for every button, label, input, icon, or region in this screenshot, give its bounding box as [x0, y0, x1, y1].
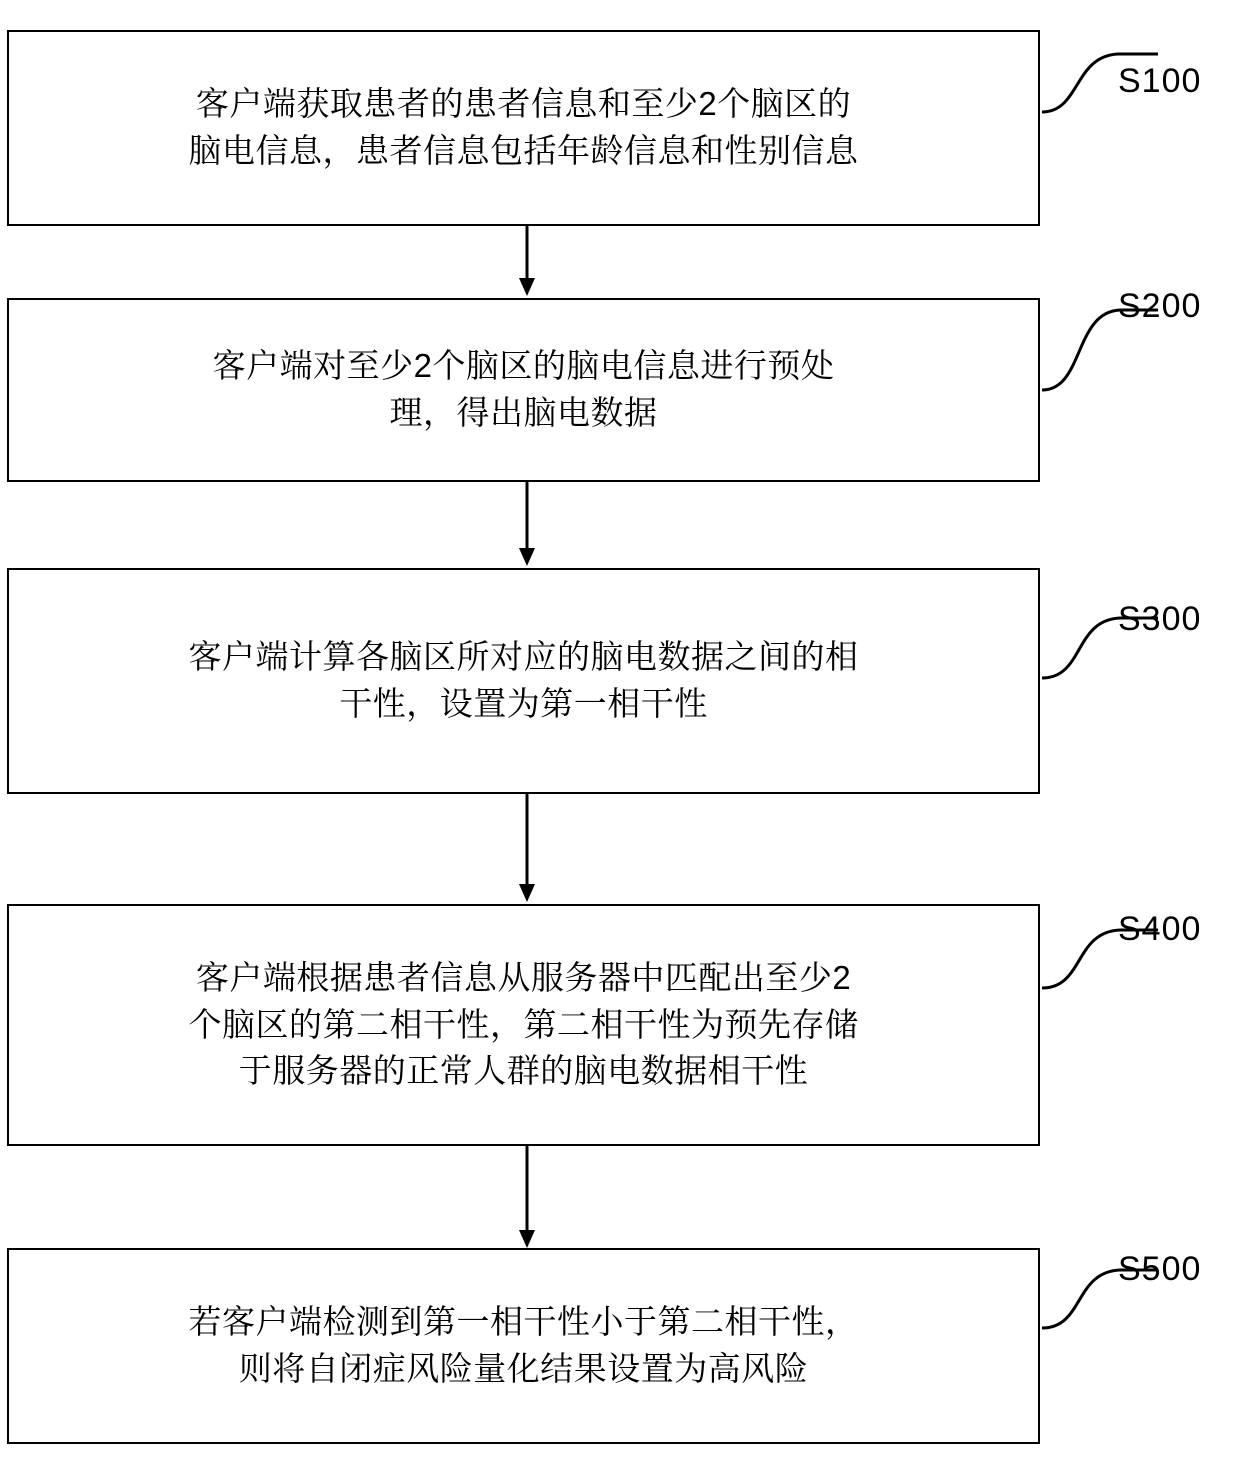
step-label-s200: S200: [1118, 287, 1202, 325]
flow-node-s200-text: 客户端对至少2个脑区的脑电信息进行预处 理，得出脑电数据: [212, 347, 835, 431]
connector-s400-s500: [510, 1146, 544, 1250]
flow-node-s100-text: 客户端获取患者的患者信息和至少2个脑区的 脑电信息，患者信息包括年龄信息和性别信息: [188, 85, 859, 169]
flow-node-s300: [7, 568, 1040, 794]
connector-s100-s200: [510, 226, 544, 298]
step-label-s400: S400: [1118, 910, 1202, 948]
flow-node-s500-text: 若客户端检测到第一相干性小于第二相干性， 则将自闭症风险量化结果设置为高风险: [188, 1303, 859, 1387]
flow-node-s400: [7, 904, 1040, 1146]
step-label-s300: S300: [1118, 600, 1202, 638]
flow-node-s300-text: 客户端计算各脑区所对应的脑电数据之间的相 干性，设置为第一相干性: [188, 638, 859, 722]
step-label-s500: S500: [1118, 1250, 1202, 1288]
flow-node-s500: [7, 1248, 1040, 1444]
flow-node-s100: [7, 30, 1040, 226]
flow-node-s400-text: 客户端根据患者信息从服务器中匹配出至少2 个脑区的第二相干性，第二相干性为预先存储 于服务器的正常人群的脑电数据相干性: [188, 958, 859, 1090]
connector-s300-s400: [510, 794, 544, 904]
flow-node-s200: [7, 298, 1040, 482]
step-label-s100: S100: [1118, 62, 1202, 100]
connector-s200-s300: [510, 482, 544, 568]
